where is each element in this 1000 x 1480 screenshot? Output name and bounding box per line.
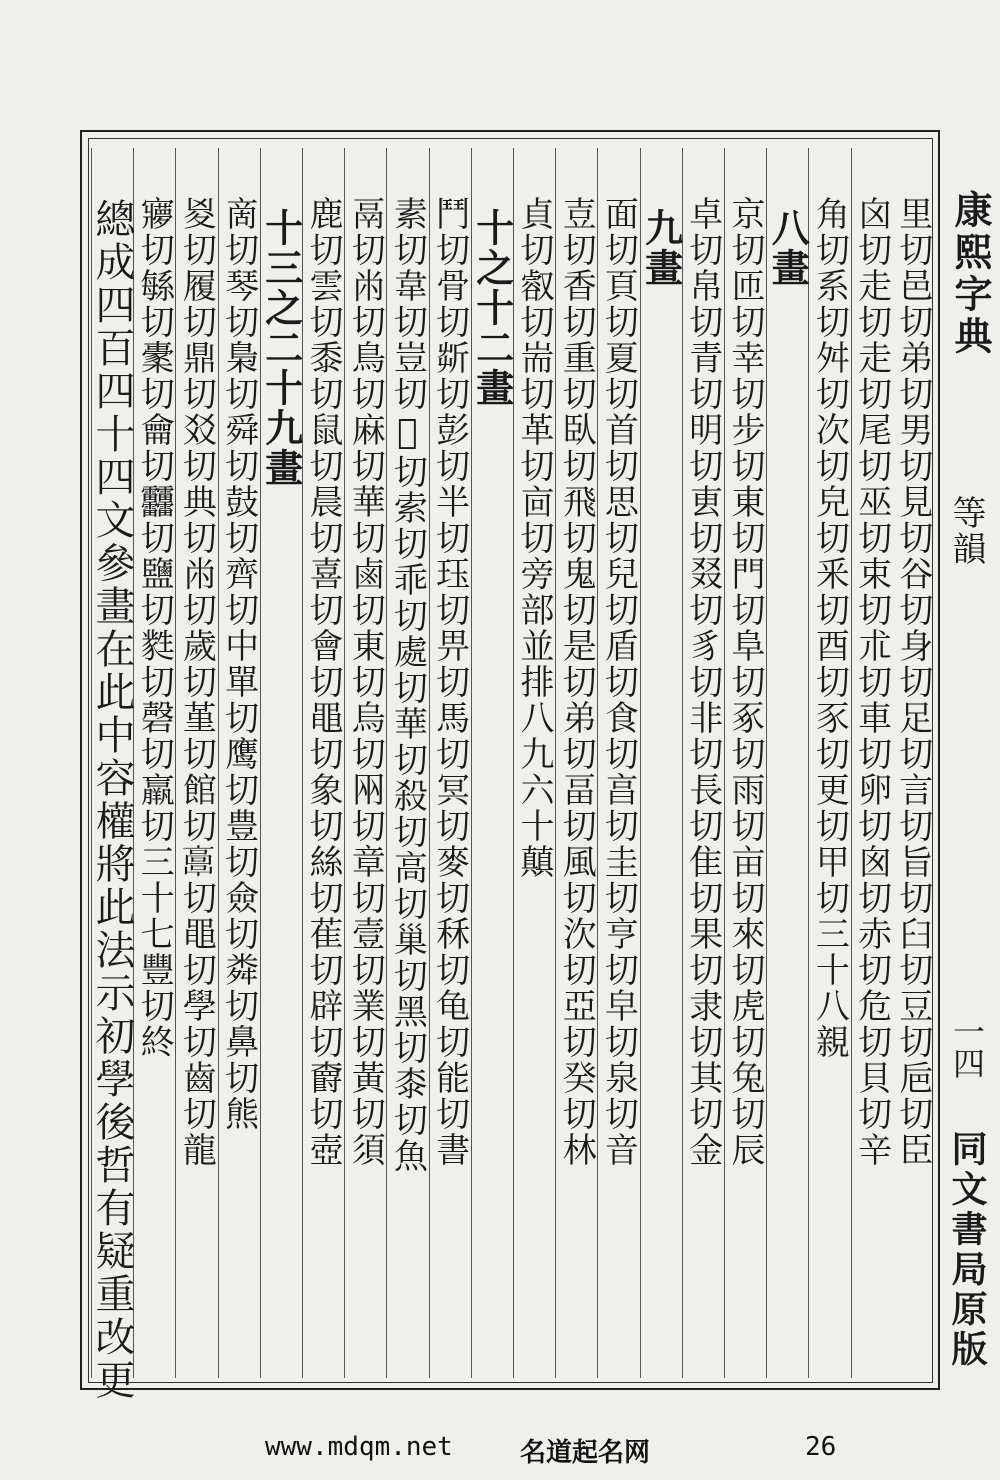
column-text: 貞切㕡切耑切革切㐭切旁部並排八九六十㒹 <box>514 196 554 880</box>
column-text: 鬲切㡀切鳥切麻切華切鹵切東切烏切㒳切章切壹切業切黃切須 <box>345 196 386 1168</box>
column-6 <box>682 148 724 1378</box>
footer-site-name: 名道起名网 <box>520 1438 651 1468</box>
column-18 <box>175 148 217 1378</box>
footer-watermark <box>0 1430 1000 1470</box>
column-12 <box>429 148 471 1378</box>
footer-page-number: 26 <box>805 1432 837 1462</box>
column-text: 角切系切舛切次切皃切釆切酉切豕切更切甲切三十八親 <box>809 196 850 1060</box>
column-text: 啇切琴切梟切舜切鼓切齊切中單切鹰切豊切僉切粦切鼻切熊 <box>218 196 259 1132</box>
footer-url[interactable]: www.mdqm.net <box>265 1432 453 1462</box>
column-3 <box>808 148 850 1378</box>
column-4 <box>765 148 811 1378</box>
column-text: 素切韋切豈切𠄦切索切乖切處切華切殺切高切巢切黑切桼切魚 <box>387 196 428 1174</box>
column-text: 鬥切骨切㪿切彭切半切珏切畀切馬切冥切麥切秝切龟切能切書 <box>429 196 470 1168</box>
column-11 <box>471 148 513 1378</box>
column-19 <box>133 148 175 1378</box>
column-text: 里切邑切弟切男切見切谷切身切足切言切旨切臼切豆切巵切臣 <box>892 196 933 1168</box>
column-13 <box>386 148 428 1378</box>
section-title: 等韻 <box>946 495 986 567</box>
publisher-mark: 同文書局原版 <box>946 1130 988 1370</box>
stroke-count-heading: 十之十二畫 <box>469 208 515 408</box>
column-5 <box>724 148 766 1378</box>
column-text: 卓切帛切青切明切叀切叕切豸切非切長切隹切果切隶切其切金 <box>682 196 723 1168</box>
column-text: 㚇切履切鼎切㸚切典切㡀切歲切堇切館切𩫖切黽切學切齒切龍 <box>176 196 217 1168</box>
column-text: 總成四百四十四文參畫在此中容權將此法示初學後哲有疑重改更 <box>89 198 135 1402</box>
column-7 <box>640 148 682 1378</box>
column-text: 壴切香切重切臥切飛切鬼切是切弟切畐切風切㳄切亞切癸切林 <box>556 196 597 1168</box>
stroke-count-heading: 十三之二十九畫 <box>258 208 304 488</box>
column-text: 㝱切緐切㯻切龠切䨻切鹽切㽔切磬切羸切三十七豐切終 <box>134 196 175 1060</box>
column-text: 京切匝切幸切步切東切門切阜切豖切雨切亩切來切虎切兔切辰 <box>725 196 765 1168</box>
column-text: 鹿切雲切黍切鼠切晨切喜切會切黽切象切絲切萑切辟切𣝣切壺 <box>303 196 343 1168</box>
column-20 <box>89 148 135 1402</box>
column-text: 面切頁切夏切首切思切兒切盾切食切亯切圭切亨切皁切泉切音 <box>598 196 639 1168</box>
column-text: 囟切走切走切尾切巫切束切朮切車切卵切囪切赤切危切貝切辛 <box>851 196 892 1168</box>
column-2 <box>851 148 893 1378</box>
stroke-count-heading: 九畫 <box>638 208 684 288</box>
column-17 <box>218 148 260 1378</box>
column-8 <box>597 148 639 1378</box>
column-16 <box>260 148 302 1378</box>
book-title: 康熙字典 <box>948 190 993 358</box>
column-10 <box>513 148 555 1378</box>
column-9 <box>555 148 597 1378</box>
page-number: 一四 <box>948 1015 986 1079</box>
column-15 <box>302 148 344 1378</box>
column-1 <box>893 148 935 1378</box>
column-14 <box>344 148 386 1378</box>
stroke-count-heading: 八畫 <box>765 208 811 288</box>
